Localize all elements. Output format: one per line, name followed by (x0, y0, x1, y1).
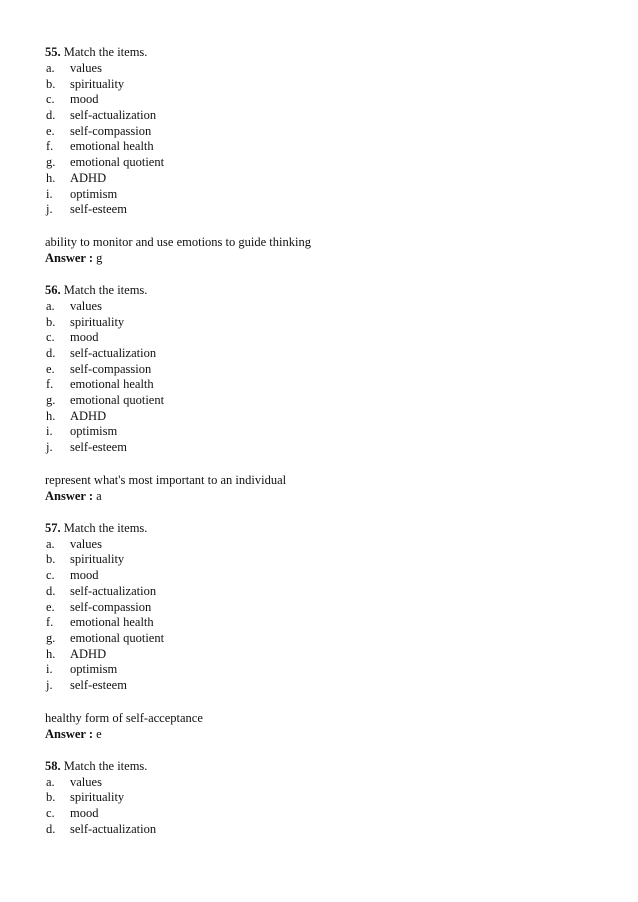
option-letter: b. (46, 790, 56, 805)
option-letter: b. (46, 314, 56, 329)
option-item (45, 600, 605, 616)
option-letter: c. (46, 330, 55, 345)
question-number: 58. (45, 758, 61, 773)
option-text: spirituality (70, 76, 125, 91)
option-item (45, 202, 605, 218)
question-instruction: Match the items. (63, 520, 148, 535)
option-item (45, 77, 605, 93)
option-letter: f. (46, 377, 54, 392)
option-letter: g. (46, 393, 56, 407)
option-letter: d. (46, 821, 56, 836)
option-text: self-esteem (70, 202, 127, 217)
option-text: ADHD (70, 408, 107, 423)
question-56 (45, 282, 605, 504)
option-item (45, 393, 605, 409)
question-heading (45, 44, 605, 61)
option-letter: e. (46, 123, 55, 138)
option-letter: a. (46, 774, 55, 789)
option-text: emotional quotient (70, 630, 165, 645)
option-item (45, 61, 605, 77)
option-text: values (70, 536, 102, 551)
option-text: self-actualization (70, 345, 157, 360)
option-text: emotional health (70, 139, 154, 154)
option-item (45, 568, 605, 584)
option-letter: j. (46, 202, 53, 217)
option-list (45, 775, 605, 838)
option-item (45, 377, 605, 393)
option-item (45, 775, 605, 791)
option-text: mood (70, 806, 99, 820)
question-heading (45, 758, 605, 775)
answer-label: Answer : (45, 726, 94, 741)
option-item (45, 440, 605, 456)
option-item (45, 537, 605, 553)
option-item (45, 662, 605, 678)
option-text: self-esteem (70, 677, 127, 692)
option-text: emotional health (70, 615, 154, 630)
question-57 (45, 520, 605, 742)
option-text: self-compassion (70, 599, 152, 614)
option-letter: c. (46, 568, 55, 583)
option-text: optimism (70, 662, 118, 677)
option-text: values (70, 61, 102, 75)
option-letter: h. (46, 646, 56, 661)
question-number: 56. (45, 282, 61, 297)
option-item (45, 647, 605, 663)
option-item (45, 139, 605, 155)
question-heading (45, 520, 605, 537)
option-text: self-esteem (70, 440, 127, 455)
question-number: 55. (45, 45, 61, 59)
option-item (45, 806, 605, 822)
option-text: values (70, 298, 102, 313)
option-letter: f. (46, 139, 54, 154)
option-text: self-actualization (70, 821, 157, 836)
option-item (45, 171, 605, 187)
option-item (45, 346, 605, 362)
answer-line (45, 250, 605, 266)
spacer (45, 504, 605, 520)
option-letter: h. (46, 408, 56, 423)
option-letter: f. (46, 615, 54, 630)
option-text: values (70, 774, 102, 789)
answer-label: Answer : (45, 250, 94, 265)
option-item (45, 330, 605, 346)
option-text: mood (70, 330, 99, 345)
option-letter: h. (46, 170, 56, 185)
option-text: ADHD (70, 646, 107, 661)
spacer (45, 266, 605, 282)
option-item (45, 187, 605, 203)
answer-value: a (96, 488, 102, 503)
option-letter: e. (46, 599, 55, 614)
option-letter: c. (46, 92, 55, 107)
option-item (45, 315, 605, 331)
option-letter: i. (46, 662, 53, 677)
answer-line (45, 726, 605, 742)
question-instruction: Match the items. (63, 45, 148, 59)
option-letter: d. (46, 583, 56, 598)
spacer (45, 742, 605, 758)
option-text: ADHD (70, 170, 107, 185)
option-letter: b. (46, 552, 56, 567)
option-letter: b. (46, 76, 56, 91)
question-58 (45, 758, 605, 838)
question-number: 57. (45, 520, 61, 535)
option-letter: i. (46, 186, 53, 201)
option-text: optimism (70, 424, 118, 439)
option-text: self-actualization (70, 583, 157, 598)
question-prompt: represent what's most important to an individual (45, 472, 287, 487)
option-letter: a. (46, 536, 55, 551)
option-text: optimism (70, 186, 118, 201)
option-letter: d. (46, 345, 56, 360)
option-item (45, 155, 605, 171)
option-text: mood (70, 92, 99, 107)
option-list (45, 299, 605, 456)
option-item (45, 124, 605, 140)
answer-value: e (96, 726, 102, 741)
option-letter: a. (46, 61, 55, 75)
option-item (45, 108, 605, 124)
option-letter: i. (46, 424, 53, 439)
question-instruction: Match the items. (63, 758, 148, 773)
option-letter: e. (46, 361, 55, 376)
option-text: self-compassion (70, 361, 152, 376)
document-page (45, 44, 605, 837)
option-text: mood (70, 568, 99, 583)
question-heading (45, 282, 605, 299)
option-text: self-compassion (70, 123, 152, 138)
option-text: spirituality (70, 552, 125, 567)
option-item (45, 615, 605, 631)
option-letter: g. (46, 630, 56, 645)
option-item (45, 584, 605, 600)
option-item (45, 299, 605, 315)
option-letter: d. (46, 108, 56, 123)
option-item (45, 631, 605, 647)
option-item (45, 92, 605, 108)
answer-line (45, 488, 605, 504)
option-item (45, 552, 605, 568)
question-55 (45, 44, 605, 266)
option-item (45, 409, 605, 425)
option-letter: j. (46, 440, 53, 455)
option-item (45, 790, 605, 806)
option-letter: c. (46, 806, 55, 820)
option-letter: g. (46, 155, 56, 170)
option-text: emotional health (70, 377, 154, 392)
question-prompt: healthy form of self-acceptance (45, 710, 203, 725)
option-text: self-actualization (70, 108, 157, 123)
option-list (45, 537, 605, 694)
answer-value: g (96, 250, 103, 265)
option-text: emotional quotient (70, 155, 165, 170)
option-letter: j. (46, 677, 53, 692)
option-item (45, 424, 605, 440)
option-letter: a. (46, 298, 55, 313)
option-item (45, 822, 605, 838)
option-list (45, 61, 605, 218)
option-item (45, 678, 605, 694)
option-item (45, 362, 605, 378)
option-text: spirituality (70, 314, 125, 329)
option-text: emotional quotient (70, 393, 165, 407)
question-instruction: Match the items. (63, 282, 148, 297)
question-prompt: ability to monitor and use emotions to guide thinking (45, 234, 311, 249)
option-text: spirituality (70, 790, 125, 805)
answer-label: Answer : (45, 488, 94, 503)
